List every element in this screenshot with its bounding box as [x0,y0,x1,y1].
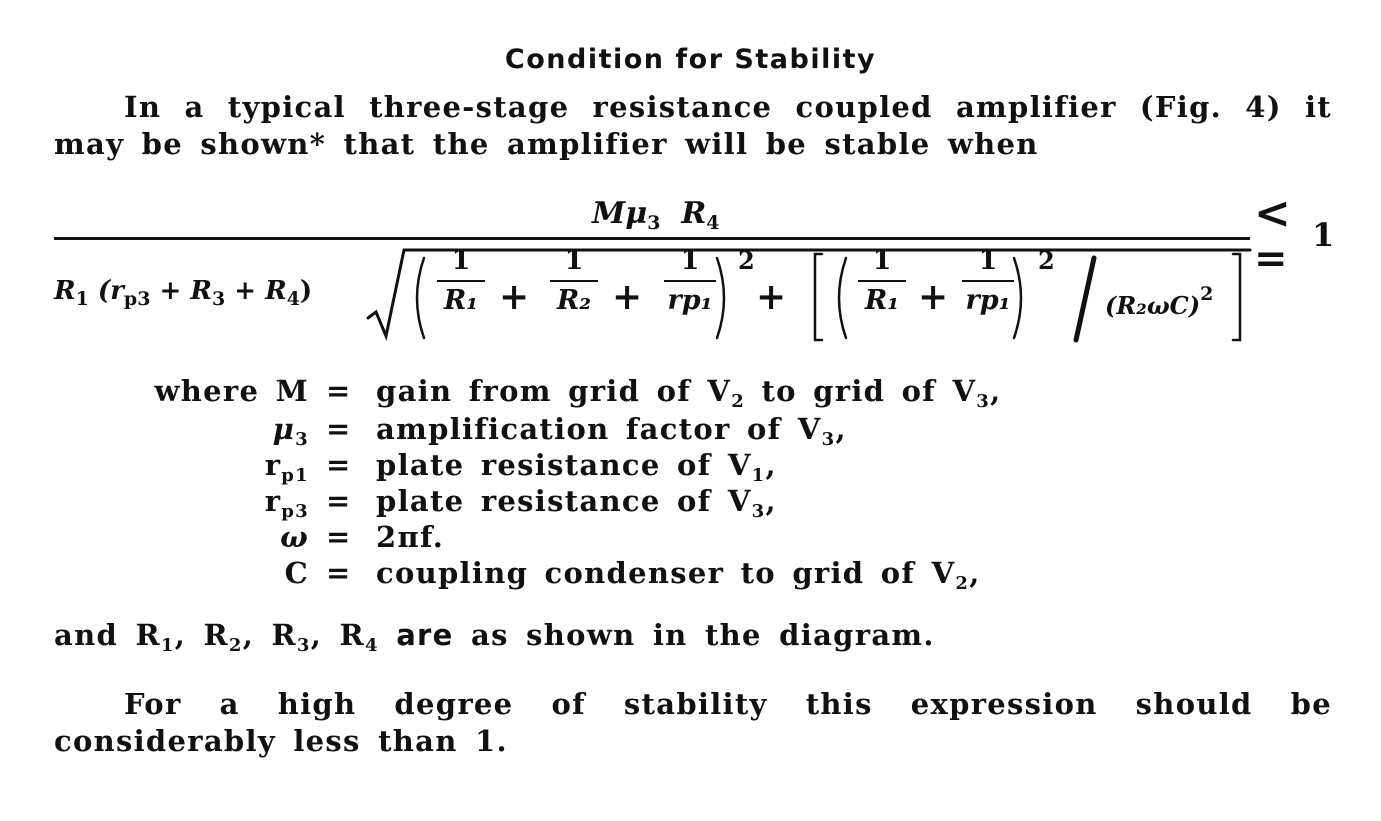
fraction-1-over-R1-b: 1 R₁ [858,246,906,316]
less-than-sign: < [1254,188,1291,239]
formula-rhs: 1 [1312,216,1335,254]
divisor-term: $(R_2\omega C)^2$ [1105,283,1214,320]
definition-row: ω = 2πf. [280,520,445,554]
division-slash [1076,258,1094,340]
left-bracket [815,254,822,340]
left-paren-1 [417,258,424,338]
fraction-1-over-rp1-b: 1 rp₁ [962,246,1014,316]
exponent-square: 2 [1038,246,1055,275]
resistors-paragraph: and $R_1$, $R_2$, $R_3$, $R_4$ are as shown in the diagram. [54,618,935,656]
fraction-1-over-rp1: 1 rp₁ [664,246,716,316]
definition-row: $r_{p3}$ = plate resistance of $V_3$, [264,484,777,522]
right-bracket [1233,254,1240,340]
definition-row: $\mu_3$ = amplification factor of $V_3$, [272,412,847,450]
plus-sign: + [612,276,643,318]
plus-sign: + [918,276,949,318]
conclusion-paragraph: For a high degree of stability this expression should be considerably less than 1. [54,687,1332,758]
definition-row: C = coupling condenser to grid of $V_2$, [284,556,981,594]
exponent-square: 2 [738,246,755,275]
right-paren-1 [717,258,724,338]
section-heading: Condition for Stability [504,44,877,75]
formula-numerator: $M\mu_3$ $R_4$ [592,196,720,234]
definition-row: where M = gain from grid of $V_2$ to grid of $V_3$, [154,374,1002,412]
left-paren-2 [839,258,846,338]
equals-sign: = [1254,235,1288,282]
definition-row: $r_{p1}$ = plate resistance of $V_1$, [264,448,777,486]
fraction-1-over-R2: 1 R₂ [550,246,598,316]
intro-paragraph: In a typical three-stage resistance coupled amplifier (Fig. 4) it may be shown* that the amplifier will be stable when [54,90,1332,161]
plus-sign: + [756,276,787,318]
right-paren-2 [1014,258,1021,338]
fraction-1-over-R1: 1 R₁ [437,246,485,316]
plus-sign: + [499,276,530,318]
denominator-prefix: $R_1$ $(r_{p3} + R_3 + R_4)$ [54,276,313,310]
